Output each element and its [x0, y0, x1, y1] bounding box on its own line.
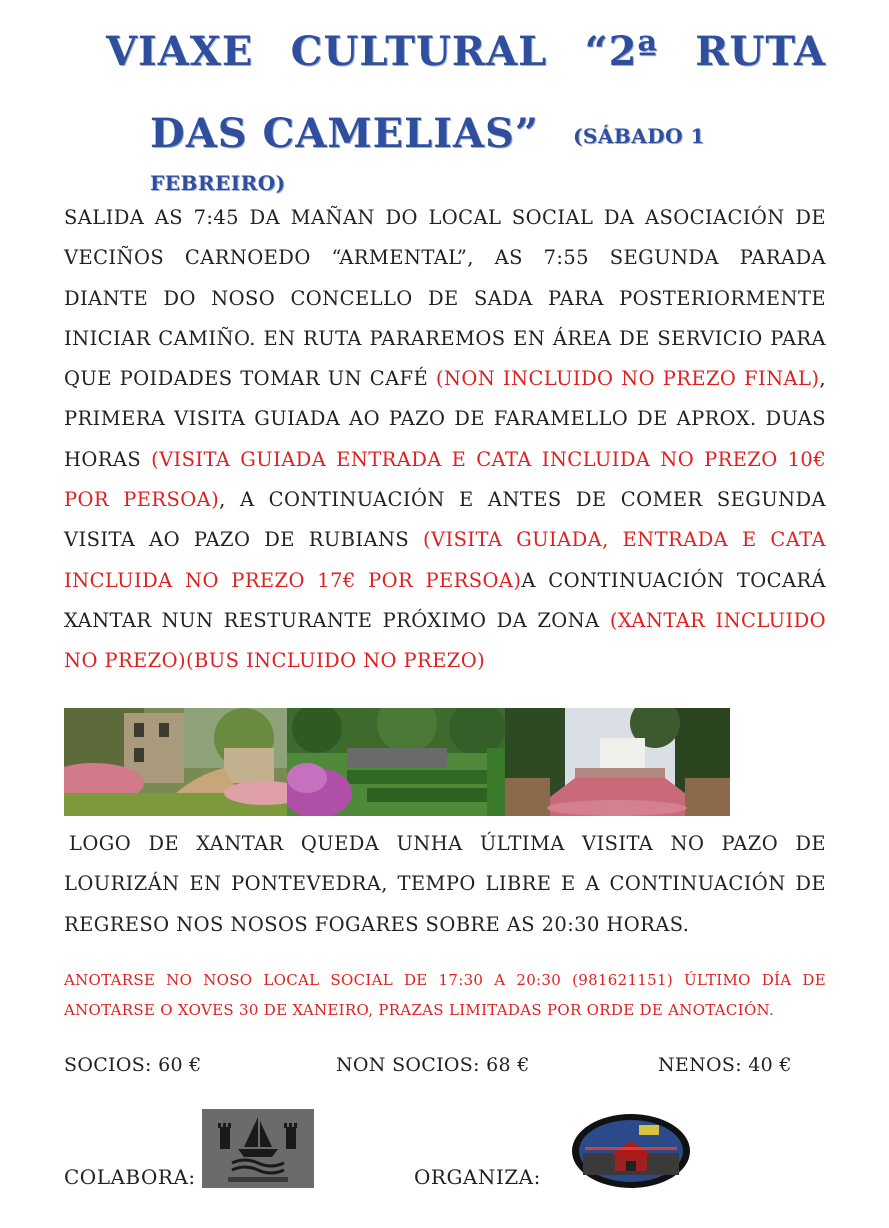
itinerary-text: A CONTINUACIÓN TOCARÁ XANTAR NUN RESTURANTE PRÓXIMO DA ZONA: [64, 568, 827, 632]
concello-sada-logo: [202, 1109, 314, 1188]
after-lunch-paragraph: LOGO DE XANTAR QUEDA UNHA ÚLTIMA VISITA NO PAZO DE LOURIZÁN EN PONTEVEDRA, TEMPO LIBRE E A CONTINUACIÓN DE REGRESO NOS NOSOS FOGARES SOBRE AS 20:30 HORAS.: [64, 832, 826, 936]
price-socios: SOCIOS: 60 €: [64, 1054, 202, 1076]
registration-notice: ANOTARSE NO NOSO LOCAL SOCIAL DE 17:30 A 20:30 (981621151) ÚLTIMO DÍA DE ANOTARSE O XOVES 30 DE XANEIRO, PRAZAS LIMITADAS POR ORDE DE ANOTACIÓN.: [64, 971, 826, 1019]
price-non-socios: NON SOCIOS: 68 €: [336, 1054, 530, 1076]
organiza-label: ORGANIZA:: [414, 1165, 541, 1189]
title-word: “2ª: [584, 28, 658, 75]
title-word: RUTA: [695, 28, 826, 75]
title-line-1: [62, 28, 826, 75]
title-word: DAS CAMELIAS”: [150, 110, 539, 157]
itinerary-note: (VISITA GUIADA, ENTRADA E CATA INCLUIDA NO PREZO 17€ POR PERSOA): [64, 528, 826, 592]
photo-strip: [64, 708, 730, 816]
itinerary-text: , PRIMERA VISITA GUIADA AO PAZO DE FARAMELLO DE APROX. DUAS HORAS: [64, 367, 826, 471]
itinerary-text: SALIDA AS 7:45 DA MAÑAN DO LOCAL SOCIAL DA ASOCIACIÓN DE VECIÑOS CARNOEDO “ARMENTAL”, AS 7:55 SEGUNDA PARADA DIANTE DO NOSO CONCELLO DE SADA PARA POSTERIORMENTE INICIAR CAMIÑO. EN RUTA PARAREMOS EN ÁREA DE SERVICIO PARA QUE POIDADES TOMAR UN CAFÉ: [64, 206, 826, 391]
itinerary-note: (VISITA GUIADA ENTRADA E CATA INCLUIDA NO PREZO 10€ POR PERSOA): [64, 447, 827, 512]
armental-association-logo: [571, 1113, 691, 1189]
colabora-label: COLABORA:: [64, 1165, 196, 1189]
itinerary-note: (XANTAR INCLUIDO NO PREZO)(BUS INCLUIDO NO PREZO): [64, 608, 826, 673]
price-nenos: NENOS: 40 €: [658, 1054, 792, 1076]
itinerary-paragraph: [64, 198, 826, 682]
pazo-photo-2: [287, 708, 505, 816]
event-date: (SÁBADO 1 FEBREIRO): [150, 124, 705, 195]
itinerary-note: (NON INCLUIDO NO PREZO FINAL): [435, 367, 820, 391]
itinerary-text: , A CONTINUACIÓN E ANTES DE COMER SEGUNDA VISITA AO PAZO DE RUBIANS: [64, 488, 827, 552]
pazo-photo-1: [64, 708, 287, 816]
title-line-2: [62, 110, 826, 204]
title-word: CULTURAL: [290, 28, 548, 75]
title-word: VIAXE: [106, 28, 254, 75]
pazo-photo-3: [505, 708, 730, 816]
